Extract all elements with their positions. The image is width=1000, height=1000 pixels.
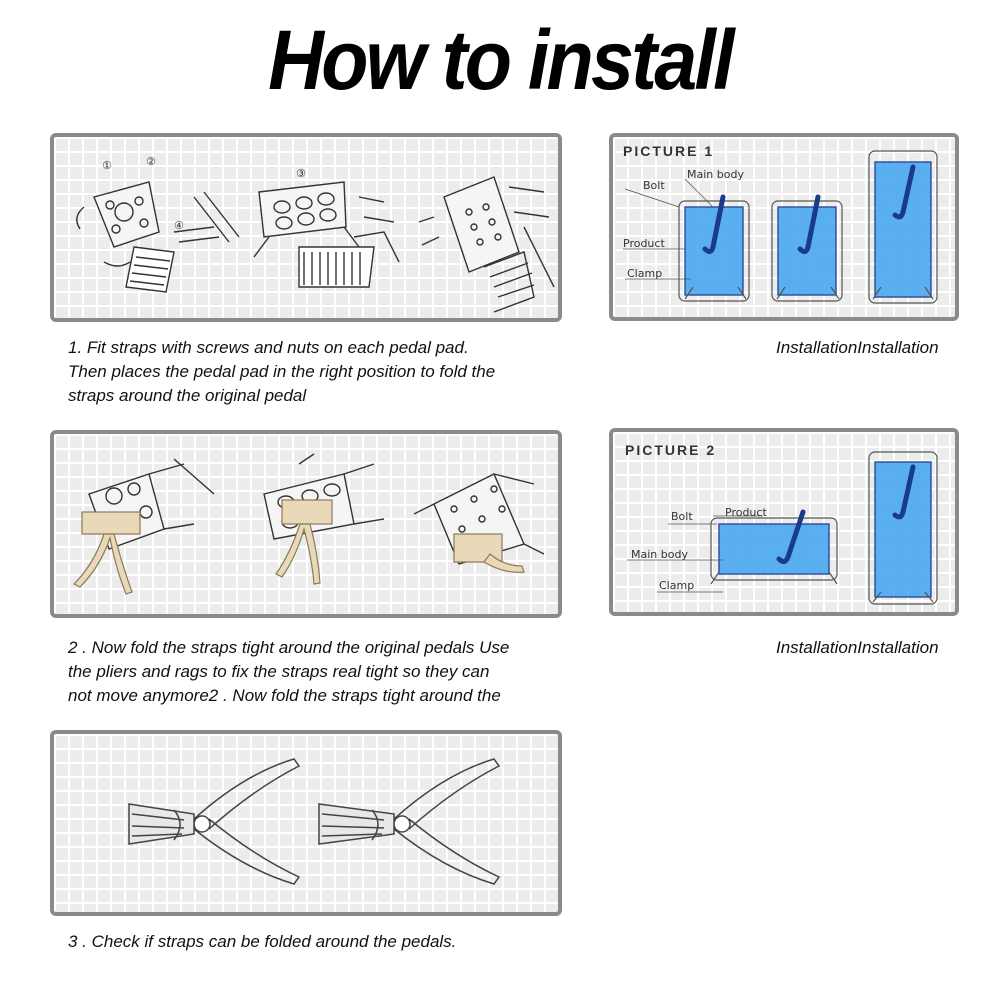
step2-illustration-panel	[50, 430, 562, 618]
step2-caption-line: not move anymore2 . Now fold the straps tight around the	[68, 686, 501, 705]
marker-1: ①	[102, 159, 112, 172]
picture2-label: PICTURE 2	[625, 442, 717, 458]
picture2-clamp-label: Clamp	[659, 579, 695, 592]
step2-caption-line: 2 . Now fold the straps tight around the original pedals Use	[68, 638, 510, 657]
step1-diagram	[54, 137, 558, 318]
picture1-caption: InstallationInstallation	[776, 338, 939, 357]
picture1-bolt-label: Bolt	[643, 179, 665, 192]
step3-illustration-panel	[50, 730, 562, 916]
marker-2: ②	[146, 155, 156, 168]
step1-caption-line: straps around the original pedal	[68, 386, 307, 405]
step3-caption	[68, 930, 568, 954]
marker-4: ④	[174, 219, 184, 232]
picture1-diagram	[613, 137, 955, 317]
picture2-product-label: Product	[725, 506, 767, 519]
picture2-diagram	[613, 432, 955, 612]
step3-diagram	[54, 734, 558, 912]
step1-illustration-panel	[50, 133, 562, 322]
step1-caption-line: Then places the pedal pad in the right position to fold the	[68, 362, 496, 381]
picture1-label: PICTURE 1	[623, 143, 715, 159]
picture1-clamp-label: Clamp	[627, 267, 663, 280]
page-title: How to install	[268, 13, 732, 107]
marker-3: ③	[296, 167, 306, 180]
step2-caption-line: the pliers and rags to fix the straps real tight so they can	[68, 662, 490, 681]
step3-caption-line: 3 . Check if straps can be folded around the pedals.	[68, 932, 457, 951]
picture1-panel	[609, 133, 959, 321]
picture2-panel	[609, 428, 959, 616]
picture2-main-body-label: Main body	[631, 548, 688, 561]
step1-caption-line: 1. Fit straps with screws and nuts on each pedal pad.	[68, 338, 469, 357]
picture1-product-label: Product	[623, 237, 665, 250]
picture1-main-body-label: Main body	[687, 168, 744, 181]
step2-diagram	[54, 434, 558, 614]
picture2-caption: InstallationInstallation	[776, 638, 939, 657]
step1-caption	[68, 336, 558, 408]
step2-caption	[68, 636, 568, 708]
picture2-bolt-label: Bolt	[671, 510, 693, 523]
